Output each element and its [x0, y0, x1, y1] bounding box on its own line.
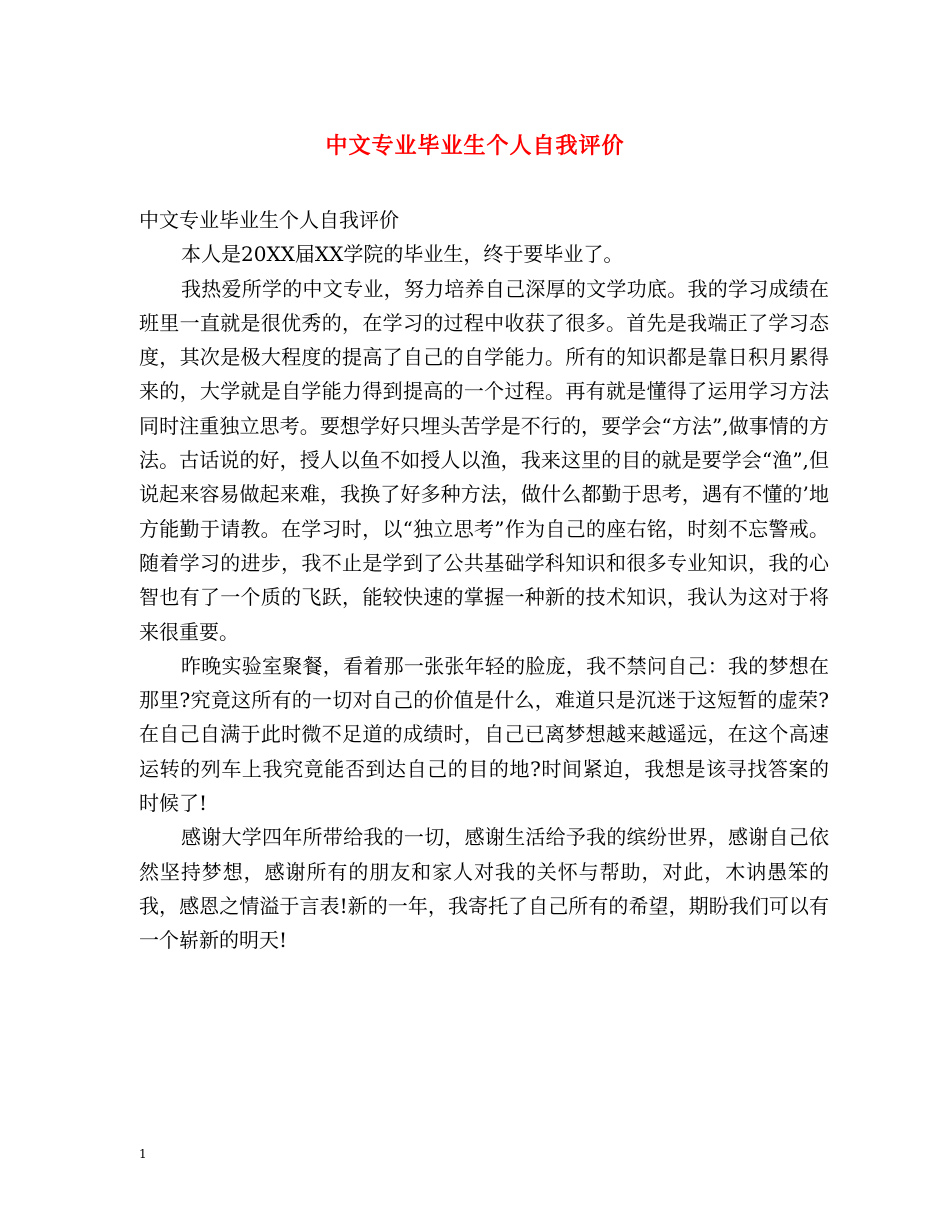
page-number: 1 — [139, 1147, 147, 1161]
paragraph-gratitude: 感谢大学四年所带给我的一切，感谢生活给予我的缤纷世界，感谢自己依然坚持梦想，感谢所有的朋友和家人对我的关怀与帮助，对此，木讷愚笨的我，感恩之情溢于言表!新的一年，我寄托了自己所有的希望，期盼我们可以有一个崭新的明天! — [139, 825, 829, 953]
heading-line: 中文专业毕业生个人自我评价 — [139, 208, 399, 232]
document-title: 中文专业毕业生个人自我评价 — [325, 133, 625, 159]
paragraph-reflection: 昨晚实验室聚餐，看着那一张张年轻的脸庞，我不禁问自己：我的梦想在那里?究竟这所有的一切对自己的价值是什么，难道只是沉迷于这短暂的虚荣?在自己自满于此时微不足道的成绩时，自己已离梦想越来越遥远，在这个高速运转的列车上我究竟能否到达自己的目的地?时间紧迫，我想是该寻找答案的时候了! — [139, 653, 829, 816]
paragraph-intro: 本人是20XX届XX学院的毕业生，终于要毕业了。 — [181, 242, 624, 267]
paragraph-study: 我热爱所学的中文专业，努力培养自己深厚的文学功底。我的学习成绩在班里一直就是很优秀的，在学习的过程中收获了很多。首先是我端正了学习态度，其次是极大程度的提高了自己的自学能力。所有的知识都是靠日积月累得来的，大学就是自学能力得到提高的一个过程。再有就是懂得了运用学习方法同时注重独立思考。要想学好只埋头苦学是不行的，要学会“方法”,做事情的方法。古话说的好，授人以鱼不如授人以渔，我来这里的目的就是要学会“渔”,但说起来容易做起来难，我换了好多种方法，做什么都勤于思考，遇有不懂的’地方能勤于请教。在学习时，以“独立思考”作为自己的座右铭，时刻不忘警戒。随着学习的进步，我不止是学到了公共基础学科知识和很多专业知识，我的心智也有了一个质的飞跃，能较快速的掌握一种新的技术知识，我认为这对于将来很重要。 — [139, 276, 829, 644]
document-body — [139, 203, 829, 958]
